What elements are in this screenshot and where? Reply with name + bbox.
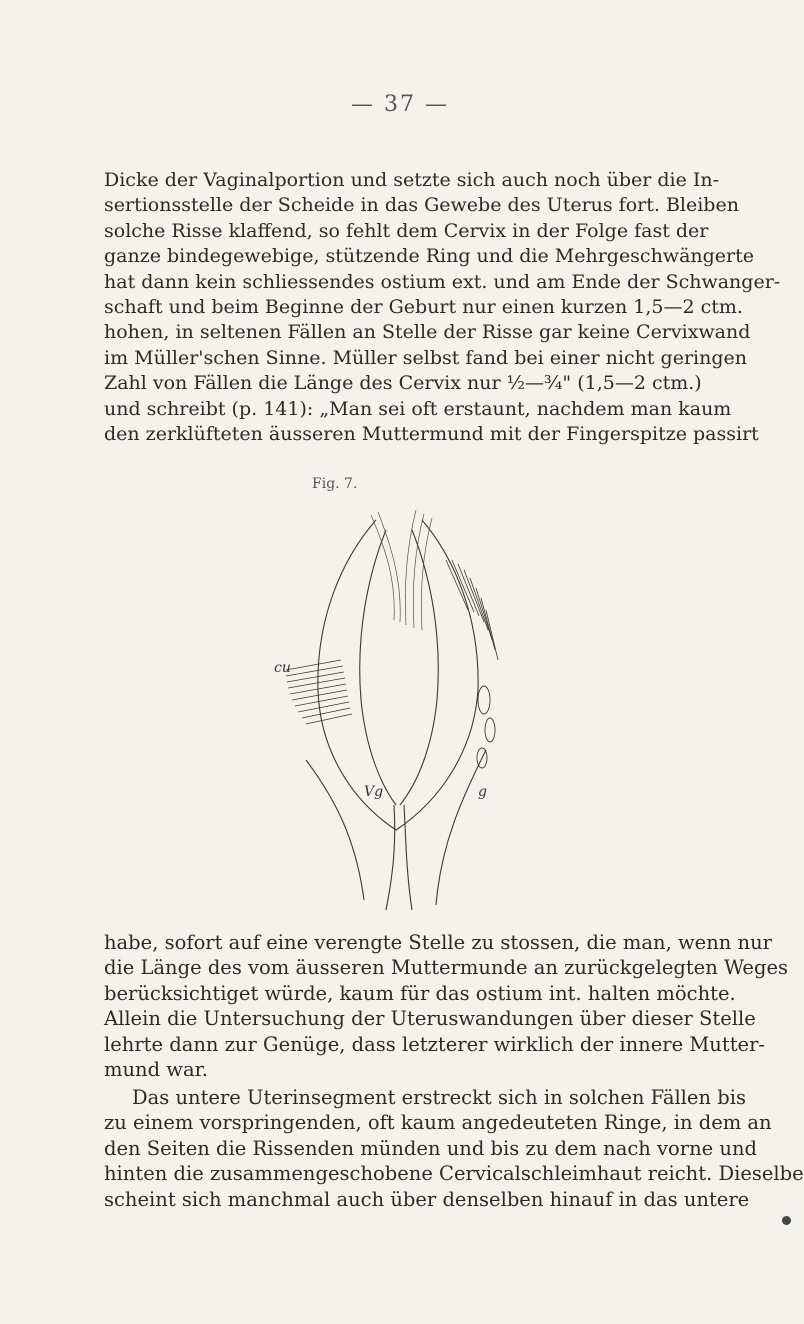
text-line: den Seiten die Rissenden münden und bis zu dem nach vorne und <box>104 1136 758 1160</box>
text-line: schaft und beim Beginne der Geburt nur einen kurzen 1,5—2 ctm. <box>104 296 743 319</box>
paragraph-2 <box>104 930 789 1082</box>
vaginal-wall <box>306 760 364 900</box>
text-line: solche Risse klaffend, so fehlt dem Cervix in der Folge fast der <box>104 219 709 242</box>
text-line: hohen, in seltenen Fällen an Stelle der Risse gar keine Cervixwand <box>104 321 751 344</box>
text-line: im Müller'schen Sinne. Müller selbst fand bei einer nicht geringen <box>104 346 747 369</box>
ring-mark <box>478 686 490 714</box>
cavity-line <box>400 530 438 805</box>
text-line: hat dann kein schliessendes ostium ext. und am Ende der Schwanger- <box>104 270 781 293</box>
ink-dot <box>782 1216 791 1225</box>
label-g: g <box>478 784 487 800</box>
text-line: hinten die zusammengeschobene Cervicalschleimhaut reicht. Dieselbe <box>104 1162 804 1186</box>
text-line: lehrte dann zur Genüge, dass letzterer wirklich der innere Mutter- <box>104 1032 765 1056</box>
ring-mark <box>485 718 495 742</box>
cavity-line <box>360 530 396 805</box>
text-line: zu einem vorspringenden, oft kaum angedeuteten Ringe, in dem an <box>104 1111 772 1135</box>
label-vg: Vg <box>364 784 384 800</box>
text-line: sertionsstelle der Scheide in das Gewebe des Uterus fort. Bleiben <box>104 194 739 217</box>
text-line: und schreibt (p. 141): „Man sei oft erstaunt, nachdem man kaum <box>104 397 732 420</box>
text-line: Allein die Untersuchung der Uteruswandungen über dieser Stelle <box>104 1007 756 1031</box>
figure-caption: Fig. 7. <box>312 476 358 492</box>
anatomical-figure <box>246 500 546 920</box>
text-line: habe, sofort auf eine verengte Stelle zu stossen, die man, wenn nur <box>104 931 772 954</box>
label-cu: cu <box>274 660 291 676</box>
text-line: berücksichtiget würde, kaum für das ostium int. halten möchte. <box>104 981 736 1005</box>
text-line: Zahl von Fällen die Länge des Cervix nur ½—¾" (1,5—2 ctm.) <box>104 372 702 395</box>
hatched-wall-right <box>446 560 498 660</box>
hatched-wall-left <box>286 660 352 724</box>
cervix-canal <box>386 805 395 910</box>
text-line: den zerklüfteten äusseren Muttermund mit der Fingerspitze passirt <box>104 423 759 446</box>
vaginal-wall <box>436 750 486 905</box>
text-line: scheint sich manchmal auch über denselben hinauf in das untere <box>104 1187 750 1211</box>
uterus-outline <box>318 520 478 830</box>
text-line: ganze bindegewebige, stützende Ring und die Mehrgeschwängerte <box>104 245 755 268</box>
muscle-fibers <box>371 510 432 630</box>
text-line: Das untere Uterinsegment erstreckt sich in solchen Fällen bis <box>132 1086 746 1109</box>
paragraph-3 <box>104 1085 804 1212</box>
text-line: die Länge des vom äusseren Muttermunde an zurückgelegten Weges <box>104 956 789 980</box>
page-number: — 37 — <box>351 92 449 117</box>
paragraph-1 <box>104 168 781 447</box>
text-line: mund war. <box>104 1058 208 1082</box>
text-line: Dicke der Vaginalportion und setzte sich auch noch über die In- <box>104 169 720 191</box>
